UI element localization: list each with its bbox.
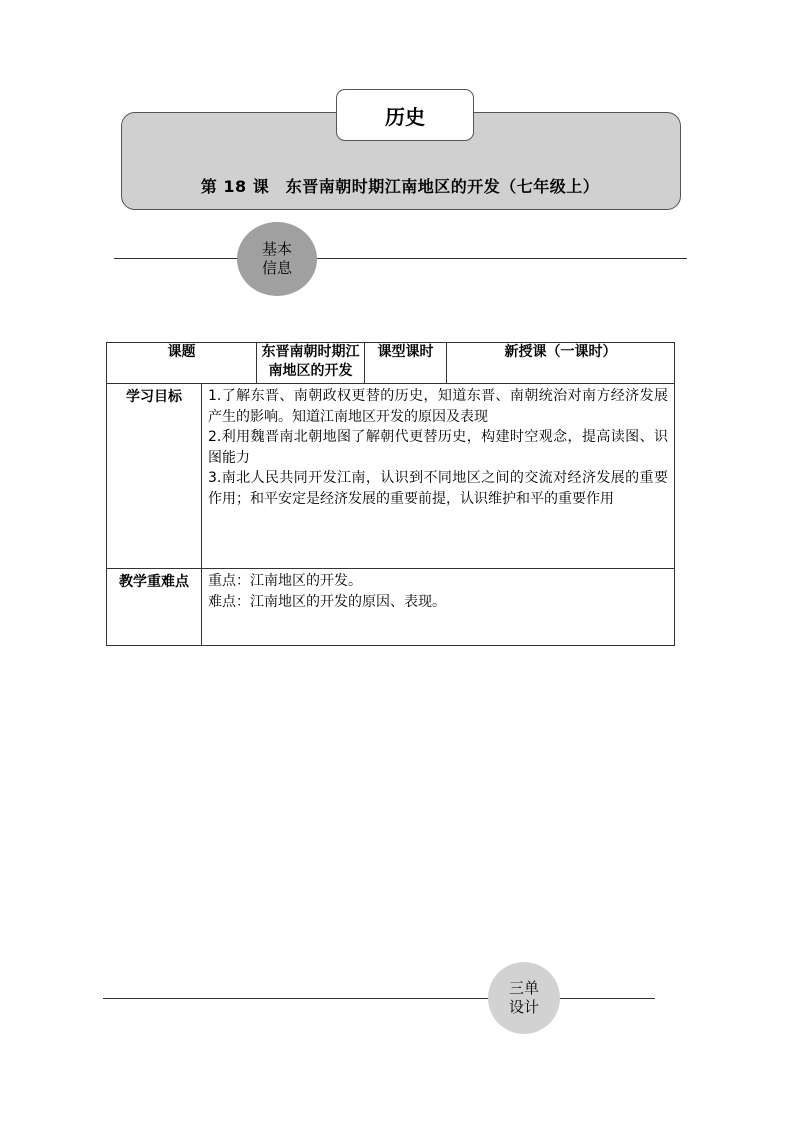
lesson-title: 第 18 课 东晋南朝时期江南地区的开发（七年级上） <box>200 177 600 196</box>
section-badge-basic-info <box>237 222 317 296</box>
section-badge-design <box>488 962 560 1034</box>
table-row <box>107 569 675 646</box>
section-badge-text: 信息 <box>261 259 292 277</box>
objective-item: 1.了解东晋、南朝政权更替的历史，知道东晋、南朝统治对南方经济发展产生的影响。知道江南地区开发的原因及表现 <box>208 388 668 425</box>
lesson-info-table <box>106 342 675 646</box>
subject-label: 历史 <box>336 89 474 141</box>
table-row <box>107 343 675 384</box>
key-points-content <box>202 569 675 646</box>
objectives-content <box>202 384 675 569</box>
topic-label: 课题 <box>107 343 257 384</box>
topic-value: 东晋南朝时期江南地区的开发 <box>257 343 365 384</box>
objectives-label: 学习目标 <box>107 384 202 569</box>
lesson-type-value: 新授课（一课时） <box>447 343 675 384</box>
objective-item: 3.南北人民共同开发江南，认识到不同地区之间的交流对经济发展的重要作用；和平安定是经济发展的重要前提，认识维护和平的重要作用 <box>208 470 668 507</box>
lesson-type-label: 课型课时 <box>365 343 447 384</box>
table-row <box>107 384 675 569</box>
key-point: 重点：江南地区的开发。 <box>208 573 362 589</box>
objective-item: 2.利用魏晋南北朝地图了解朝代更替历史，构建时空观念，提高读图、识图能力 <box>208 429 668 466</box>
section-badge-text: 基本 <box>261 240 292 258</box>
section-divider-basic <box>114 258 687 259</box>
section-divider-design <box>103 998 655 999</box>
key-points-label: 教学重难点 <box>107 569 202 646</box>
difficult-point: 难点：江南地区的开发的原因、表现。 <box>208 594 446 610</box>
section-badge-text: 三单 <box>508 979 539 997</box>
section-badge-text: 设计 <box>508 998 539 1016</box>
